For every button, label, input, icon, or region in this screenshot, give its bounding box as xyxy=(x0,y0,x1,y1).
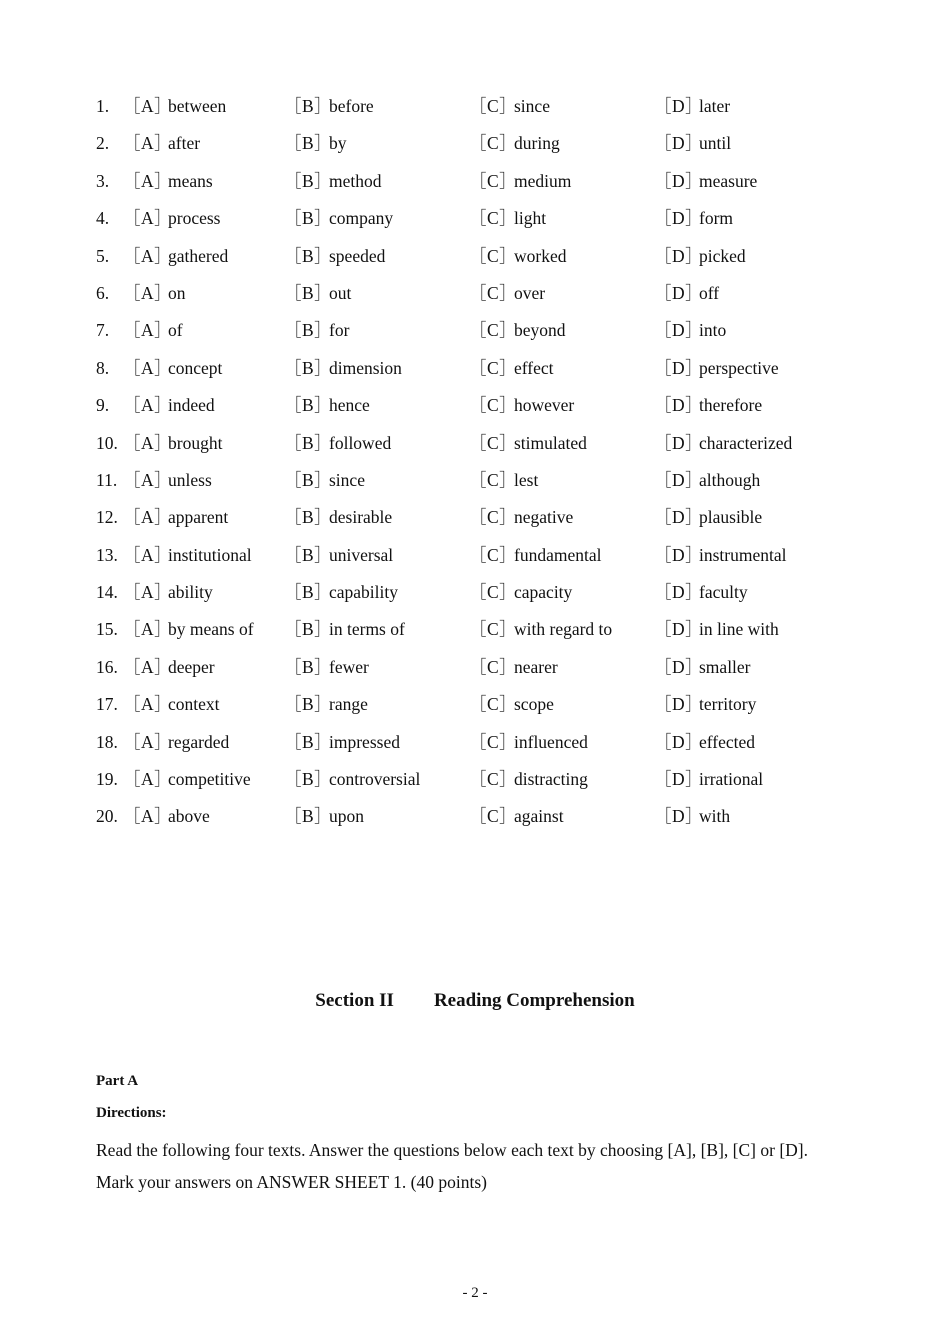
option-text: impressed xyxy=(329,731,400,752)
option-marker: ［B］ xyxy=(284,395,333,416)
option-text: context xyxy=(168,694,220,715)
option-text: smaller xyxy=(699,656,751,677)
option-a xyxy=(123,387,215,424)
option-text: over xyxy=(514,282,546,303)
option-text: characterized xyxy=(699,432,793,453)
option-marker: ［A］ xyxy=(123,170,173,191)
option-b xyxy=(284,574,398,611)
option-d xyxy=(654,425,792,462)
option-b xyxy=(284,686,368,723)
option-marker: ［D］ xyxy=(654,806,704,827)
question-row xyxy=(96,275,896,312)
option-text: deeper xyxy=(168,656,215,677)
option-text: nearer xyxy=(514,656,558,677)
option-b xyxy=(284,238,385,275)
option-marker: ［C］ xyxy=(469,582,518,603)
question-number: 3. xyxy=(96,170,110,191)
option-marker: ［C］ xyxy=(469,133,518,154)
option-c xyxy=(469,574,572,611)
question-number: 18. xyxy=(96,731,118,752)
option-text: fundamental xyxy=(514,544,602,565)
option-text: concept xyxy=(168,357,223,378)
option-marker: ［C］ xyxy=(469,769,518,790)
question-row xyxy=(96,462,896,499)
option-c xyxy=(469,387,574,424)
question-row xyxy=(96,798,896,835)
question-row xyxy=(96,312,896,349)
option-text: on xyxy=(168,282,186,303)
option-marker: ［B］ xyxy=(284,806,333,827)
option-marker: ［D］ xyxy=(654,582,704,603)
option-marker: ［A］ xyxy=(123,432,173,453)
option-marker: ［A］ xyxy=(123,544,173,565)
option-marker: ［C］ xyxy=(469,170,518,191)
question-number: 11. xyxy=(96,469,118,490)
option-marker: ［A］ xyxy=(123,694,173,715)
option-marker: ［D］ xyxy=(654,432,704,453)
option-text: perspective xyxy=(699,357,779,378)
option-text: brought xyxy=(168,432,223,453)
option-a xyxy=(123,724,229,761)
option-marker: ［D］ xyxy=(654,170,704,191)
option-a xyxy=(123,200,220,237)
question-number: 14. xyxy=(96,582,118,603)
option-marker: ［C］ xyxy=(469,432,518,453)
directions-text xyxy=(96,1134,876,1198)
question-row xyxy=(96,350,896,387)
question-row xyxy=(96,537,896,574)
option-marker: ［B］ xyxy=(284,320,333,341)
option-a xyxy=(123,275,186,312)
option-text: capability xyxy=(329,582,399,603)
option-marker: ［D］ xyxy=(654,320,704,341)
option-marker: ［A］ xyxy=(123,582,173,603)
option-text: scope xyxy=(514,694,554,715)
option-marker: ［C］ xyxy=(469,357,518,378)
option-text: by xyxy=(329,133,347,154)
option-d xyxy=(654,200,733,237)
option-d xyxy=(654,350,779,387)
option-a xyxy=(123,798,210,835)
option-text: capacity xyxy=(514,582,573,603)
option-marker: ［B］ xyxy=(284,769,333,790)
option-marker: ［B］ xyxy=(284,208,333,229)
question-row xyxy=(96,88,896,125)
option-marker: ［A］ xyxy=(123,619,173,640)
option-text: by means of xyxy=(168,619,254,640)
option-marker: ［B］ xyxy=(284,544,333,565)
option-marker: ［D］ xyxy=(654,96,704,116)
option-b xyxy=(284,350,402,387)
option-marker: ［B］ xyxy=(284,170,333,191)
option-text: faculty xyxy=(699,582,748,603)
option-a xyxy=(123,761,251,798)
option-marker: ［C］ xyxy=(469,507,518,528)
option-text: out xyxy=(329,282,352,303)
option-marker: ［A］ xyxy=(123,208,173,229)
option-text: since xyxy=(514,96,550,116)
directions-line: Mark your answers on ANSWER SHEET 1. (40 points) xyxy=(96,1172,487,1192)
option-d xyxy=(654,312,726,349)
option-text: light xyxy=(514,208,547,229)
option-marker: ［C］ xyxy=(469,282,518,303)
option-marker: ［C］ xyxy=(469,656,518,677)
option-marker: ［B］ xyxy=(284,656,333,677)
page-number: - 2 - xyxy=(462,1285,488,1301)
option-marker: ［D］ xyxy=(654,769,704,790)
option-b xyxy=(284,499,392,536)
option-marker: ［B］ xyxy=(284,282,333,303)
question-number: 5. xyxy=(96,245,110,266)
question-number: 4. xyxy=(96,208,110,229)
question-row xyxy=(96,238,896,275)
option-marker: ［D］ xyxy=(654,357,704,378)
option-marker: ［A］ xyxy=(123,245,173,266)
option-b xyxy=(284,649,369,686)
option-b xyxy=(284,163,382,200)
option-marker: ［D］ xyxy=(654,544,704,565)
option-marker: ［A］ xyxy=(123,282,173,303)
option-text: method xyxy=(329,170,382,191)
option-text: off xyxy=(699,282,720,303)
option-d xyxy=(654,499,762,536)
option-text: indeed xyxy=(168,395,215,416)
option-b xyxy=(284,611,405,648)
question-number: 12. xyxy=(96,507,118,528)
option-d xyxy=(654,761,763,798)
option-text: ability xyxy=(168,582,213,603)
question-row xyxy=(96,761,896,798)
option-b xyxy=(284,200,393,237)
option-text: worked xyxy=(514,245,567,266)
option-marker: ［D］ xyxy=(654,619,704,640)
option-c xyxy=(469,611,612,648)
option-text: irrational xyxy=(699,769,764,790)
option-marker: ［D］ xyxy=(654,731,704,752)
option-b xyxy=(284,88,374,125)
question-list xyxy=(96,88,896,836)
option-marker: ［B］ xyxy=(284,245,333,266)
option-marker: ［A］ xyxy=(123,469,173,490)
option-d xyxy=(654,462,760,499)
option-marker: ［B］ xyxy=(284,507,333,528)
option-d xyxy=(654,238,746,275)
option-marker: ［D］ xyxy=(654,282,704,303)
option-marker: ［B］ xyxy=(284,731,333,752)
option-marker: ［C］ xyxy=(469,619,518,640)
option-c xyxy=(469,200,546,237)
option-marker: ［B］ xyxy=(284,582,333,603)
option-text: until xyxy=(699,133,732,154)
option-text: medium xyxy=(514,170,572,191)
option-d xyxy=(654,686,756,723)
question-number: 15. xyxy=(96,619,118,640)
option-text: competitive xyxy=(168,769,251,790)
option-c xyxy=(469,462,538,499)
question-row xyxy=(96,387,896,424)
option-marker: ［D］ xyxy=(654,245,704,266)
option-marker: ［C］ xyxy=(469,544,518,565)
option-text: influenced xyxy=(514,731,588,752)
option-a xyxy=(123,163,213,200)
option-marker: ［D］ xyxy=(654,395,704,416)
option-marker: ［A］ xyxy=(123,806,173,827)
question-row xyxy=(96,724,896,761)
option-text: form xyxy=(699,208,734,229)
option-text: instrumental xyxy=(699,544,787,565)
option-c xyxy=(469,686,554,723)
option-marker: ［A］ xyxy=(123,320,173,341)
option-text: controversial xyxy=(329,769,421,790)
option-marker: ［C］ xyxy=(469,469,518,490)
option-marker: ［D］ xyxy=(654,133,704,154)
option-c xyxy=(469,163,571,200)
option-d xyxy=(654,574,748,611)
option-c xyxy=(469,499,573,536)
option-a xyxy=(123,686,220,723)
option-c xyxy=(469,275,545,312)
question-row xyxy=(96,649,896,686)
option-text: gathered xyxy=(168,245,229,266)
option-marker: ［A］ xyxy=(123,133,173,154)
option-marker: ［D］ xyxy=(654,694,704,715)
option-text: regarded xyxy=(168,731,230,752)
option-text: dimension xyxy=(329,357,402,378)
option-marker: ［A］ xyxy=(123,769,173,790)
option-c xyxy=(469,312,566,349)
option-marker: ［D］ xyxy=(654,469,704,490)
option-a xyxy=(123,125,200,162)
option-marker: ［C］ xyxy=(469,731,518,752)
option-b xyxy=(284,724,400,761)
option-text: means xyxy=(168,170,213,191)
question-number: 16. xyxy=(96,656,118,677)
option-c xyxy=(469,238,566,275)
option-marker: ［B］ xyxy=(284,469,333,490)
option-text: however xyxy=(514,395,575,416)
option-b xyxy=(284,125,347,162)
option-marker: ［A］ xyxy=(123,395,173,416)
option-text: since xyxy=(329,469,365,490)
question-row xyxy=(96,574,896,611)
option-text: with regard to xyxy=(514,619,613,640)
option-a xyxy=(123,499,228,536)
question-row xyxy=(96,499,896,536)
option-text: measure xyxy=(699,170,758,191)
question-number: 20. xyxy=(96,806,118,827)
option-marker: ［C］ xyxy=(469,208,518,229)
option-marker: ［A］ xyxy=(123,656,173,677)
option-text: against xyxy=(514,806,564,827)
question-row xyxy=(96,125,896,162)
option-b xyxy=(284,425,391,462)
option-text: in line with xyxy=(699,619,779,640)
option-text: above xyxy=(168,806,210,827)
section-title: Reading Comprehension xyxy=(433,990,635,1011)
question-number: 2. xyxy=(96,133,110,154)
option-c xyxy=(469,724,588,761)
option-text: fewer xyxy=(329,656,369,677)
question-number: 17. xyxy=(96,694,118,715)
option-b xyxy=(284,462,365,499)
option-c xyxy=(469,537,601,574)
option-marker: ［B］ xyxy=(284,133,333,154)
option-text: distracting xyxy=(514,769,588,790)
option-text: into xyxy=(699,320,727,341)
question-number: 10. xyxy=(96,432,118,453)
option-d xyxy=(654,724,755,761)
option-text: picked xyxy=(699,245,746,266)
question-number: 9. xyxy=(96,395,110,416)
option-text: plausible xyxy=(699,507,763,528)
option-a xyxy=(123,611,254,648)
question-row xyxy=(96,200,896,237)
option-marker: ［C］ xyxy=(469,694,518,715)
option-b xyxy=(284,312,349,349)
option-d xyxy=(654,88,730,125)
option-a xyxy=(123,537,252,574)
option-text: beyond xyxy=(514,320,566,341)
option-text: later xyxy=(699,96,731,116)
option-d xyxy=(654,798,730,835)
option-c xyxy=(469,125,560,162)
option-c xyxy=(469,649,558,686)
option-a xyxy=(123,238,228,275)
option-d xyxy=(654,163,757,200)
option-d xyxy=(654,611,779,648)
option-d xyxy=(654,649,751,686)
option-text: although xyxy=(699,469,761,490)
option-d xyxy=(654,125,731,162)
question-row xyxy=(96,425,896,462)
section-number: Section II xyxy=(315,990,394,1011)
option-c xyxy=(469,798,564,835)
option-text: after xyxy=(168,133,201,154)
option-text: process xyxy=(168,208,221,229)
part-label: Part A xyxy=(96,1073,139,1089)
option-text: in terms of xyxy=(329,619,405,640)
option-marker: ［D］ xyxy=(654,507,704,528)
question-number: 6. xyxy=(96,282,110,303)
option-a xyxy=(123,462,212,499)
option-b xyxy=(284,798,364,835)
option-c xyxy=(469,425,587,462)
option-text: universal xyxy=(329,544,394,565)
question-number: 13. xyxy=(96,544,118,565)
question-number: 7. xyxy=(96,320,110,341)
option-marker: ［A］ xyxy=(123,357,173,378)
option-marker: ［A］ xyxy=(123,731,173,752)
option-marker: ［A］ xyxy=(123,507,173,528)
option-text: hence xyxy=(329,395,370,416)
option-b xyxy=(284,387,370,424)
option-d xyxy=(654,537,786,574)
option-marker: ［B］ xyxy=(284,96,333,116)
option-text: speeded xyxy=(329,245,386,266)
option-text: institutional xyxy=(168,544,252,565)
option-marker: ［C］ xyxy=(469,96,518,116)
option-marker: ［A］ xyxy=(123,96,173,116)
option-marker: ［B］ xyxy=(284,694,333,715)
option-marker: ［B］ xyxy=(284,619,333,640)
option-marker: ［C］ xyxy=(469,245,518,266)
option-text: apparent xyxy=(168,507,229,528)
section-heading xyxy=(0,990,950,1012)
question-number: 8. xyxy=(96,357,110,378)
option-marker: ［C］ xyxy=(469,320,518,341)
option-text: with xyxy=(699,806,731,827)
option-text: territory xyxy=(699,694,757,715)
option-text: during xyxy=(514,133,560,154)
option-marker: ［C］ xyxy=(469,806,518,827)
option-text: for xyxy=(329,320,350,341)
option-c xyxy=(469,761,588,798)
option-a xyxy=(123,88,226,125)
directions-label: Directions: xyxy=(96,1105,167,1121)
option-text: range xyxy=(329,694,368,715)
option-text: lest xyxy=(514,469,539,490)
option-text: negative xyxy=(514,507,574,528)
option-text: followed xyxy=(329,432,392,453)
option-d xyxy=(654,387,762,424)
question-row xyxy=(96,686,896,723)
question-row xyxy=(96,611,896,648)
option-a xyxy=(123,425,222,462)
option-text: unless xyxy=(168,469,212,490)
option-marker: ［D］ xyxy=(654,208,704,229)
option-a xyxy=(123,312,183,349)
directions-line: Read the following four texts. Answer the questions below each text by choosing [A], [B], [C] or [D]. xyxy=(96,1140,808,1160)
question-row xyxy=(96,163,896,200)
option-text: before xyxy=(329,96,374,116)
option-text: between xyxy=(168,96,227,116)
option-b xyxy=(284,275,351,312)
option-c xyxy=(469,88,550,125)
option-b xyxy=(284,537,393,574)
option-text: of xyxy=(168,320,183,341)
option-text: stimulated xyxy=(514,432,587,453)
option-text: therefore xyxy=(699,395,763,416)
option-text: upon xyxy=(329,806,364,827)
option-a xyxy=(123,649,215,686)
question-number: 19. xyxy=(96,769,118,790)
option-b xyxy=(284,761,420,798)
option-c xyxy=(469,350,554,387)
option-marker: ［C］ xyxy=(469,395,518,416)
option-marker: ［D］ xyxy=(654,656,704,677)
option-text: effect xyxy=(514,357,554,378)
option-a xyxy=(123,574,213,611)
option-marker: ［B］ xyxy=(284,357,333,378)
question-number: 1. xyxy=(96,96,110,116)
option-a xyxy=(123,350,222,387)
option-text: desirable xyxy=(329,507,393,528)
option-text: effected xyxy=(699,731,756,752)
option-d xyxy=(654,275,719,312)
option-marker: ［B］ xyxy=(284,432,333,453)
option-text: company xyxy=(329,208,394,229)
